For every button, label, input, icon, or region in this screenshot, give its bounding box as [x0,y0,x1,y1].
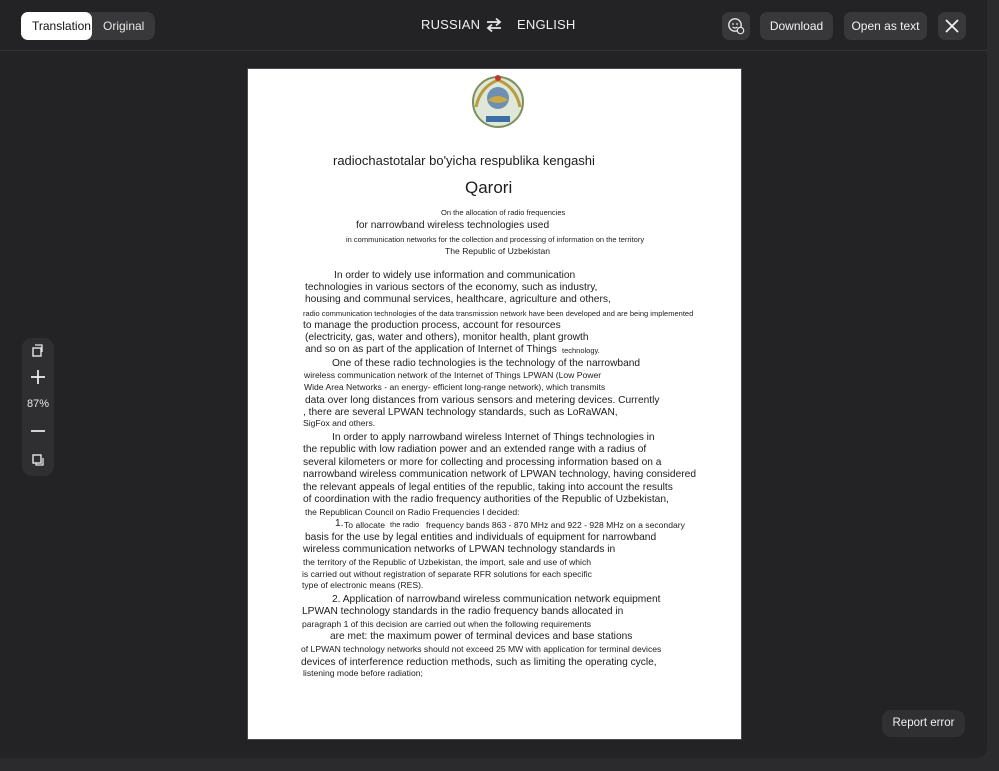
subtitle-line-2: for narrowband wireless technologies used [356,220,550,231]
smile-icon [727,17,745,35]
feedback-button[interactable] [722,12,750,40]
subtitle-line-1: On the allocation of radio frequencies [441,208,566,217]
text-line: , there are several LPWAN technology standards, such as LoRaWAN, [303,407,618,418]
zoom-level: 87% [26,398,50,410]
text-line: frequency bands 863 - 870 MHz and 922 - 928 MHz on a secondary [426,520,685,530]
text-line: 1. [335,518,344,529]
open-as-text-button[interactable]: Open as text [844,12,927,40]
document-page [247,68,742,740]
text-line: several kilometers or more for collecting and processing information based on a [303,457,662,468]
text-line: technologies in various sectors of the economy, such as industry, [305,282,598,293]
swap-languages-icon[interactable] [485,17,503,33]
text-line: paragraph 1 of this decision are carried out when the following requirements [302,619,592,629]
text-line: technology. [562,346,600,355]
org-title: radiochastotalar bo'yicha respublika kengashi [333,153,595,168]
text-line: housing and communal services, healthcare, agriculture and others, [305,294,611,305]
text-line: 2. Application of narrowband wireless communication network equipment [332,594,661,605]
text-line: SigFox and others. [303,418,376,428]
text-line: Wide Area Networks - an energy- efficient long-range network), which transmits [304,382,606,392]
zoom-out-icon[interactable] [22,422,54,440]
text-line: listening mode before radiation; [303,668,423,678]
text-line: radio communication technologies of the data transmission network have been developed and are being implemented [303,309,694,318]
source-language[interactable]: RUSSIAN [421,17,481,32]
text-line: and so on as part of the application of Internet of Things [305,344,557,355]
text-line: narrowband wireless communication network of LPWAN technology, having considered [303,469,696,480]
text-line: data over long distances from various sensors and metering devices. Currently [305,395,660,406]
report-error-button[interactable]: Report error [882,710,965,737]
target-language[interactable]: ENGLISH [517,17,576,32]
rotate-left-icon[interactable] [22,342,54,360]
text-line: the republic with low radiation power and an extended range with a radius of [303,444,647,455]
close-icon [943,17,961,35]
text-line: of LPWAN technology networks should not exceed 25 MW with application for terminal devices [301,644,662,654]
subtitle-line-4: The Republic of Uzbekistan [445,246,551,256]
text-line: (electricity, gas, water and others), monitor health, plant growth [305,332,589,343]
subtitle-line-3: in communication networks for the collection and processing of information on the territory [346,235,645,244]
document-heading: Qarori [465,178,513,197]
text-line: of coordination with the radio frequency authorities of the Republic of Uzbekistan, [303,494,669,505]
text-line: To allocate [344,520,386,530]
view-mode-switch [21,12,155,40]
text-line: wireless communication networks of LPWAN technology standards in [303,544,616,555]
text-line: the Republican Council on Radio Frequencies I decided: [305,507,520,517]
text-line: is carried out without registration of separate RFR solutions for each specific [302,569,592,579]
text-line: wireless communication network of the Internet of Things LPWAN (Low Power [304,370,602,380]
download-button[interactable]: Download [760,12,833,40]
text-line: In order to apply narrowband wireless Internet of Things technologies in [332,432,655,443]
text-line: devices of interference reduction methods, such as limiting the operating cycle, [301,657,657,668]
text-line: type of electronic means (RES). [302,580,424,590]
text-line: One of these radio technologies is the technology of the narrowband [332,358,641,369]
text-line: the territory of the Republic of Uzbekistan, the import, sale and use of which [303,557,592,567]
text-line: to manage the production process, account for resources [303,320,561,331]
zoom-in-icon[interactable] [22,368,54,386]
state-emblem [468,72,528,130]
close-button[interactable] [938,12,966,40]
text-line: the radio [390,520,420,529]
zoom-controls [22,338,54,476]
text-line: In order to widely use information and communication [334,270,576,281]
text-line: basis for the use by legal entities and individuals of equipment for narrowband [305,532,657,543]
toolbar [0,0,987,51]
text-line: are met: the maximum power of terminal devices and base stations [330,631,633,642]
text-line: the relevant appeals of legal entities of the republic, taking into account the results [303,482,673,493]
tab-original[interactable]: Original [103,19,145,33]
tab-translation[interactable]: Translation [21,12,92,40]
text-line: LPWAN technology standards in the radio frequency bands allocated in [302,606,624,617]
rotate-right-icon[interactable] [22,450,54,468]
